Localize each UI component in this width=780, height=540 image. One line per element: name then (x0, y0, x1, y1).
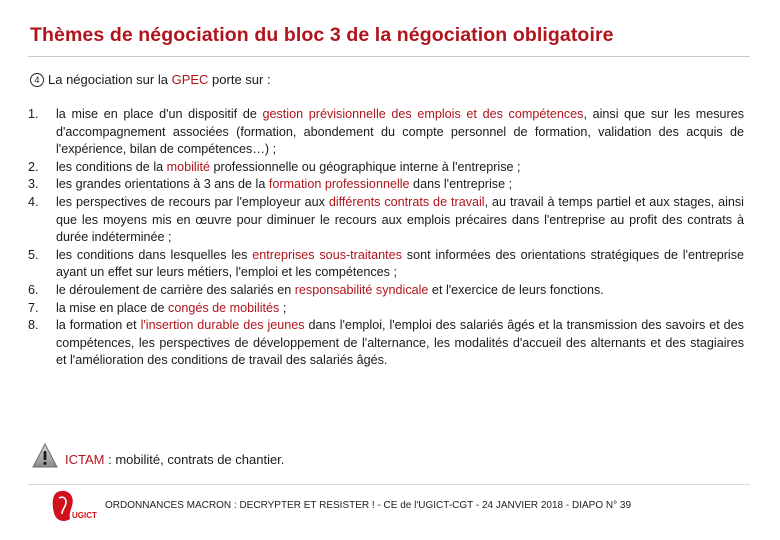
list-item (28, 300, 744, 318)
cgt-ugict-logo-icon (50, 489, 100, 527)
item-text (56, 282, 744, 300)
title-divider (28, 56, 750, 57)
item-number: 1. (28, 107, 39, 121)
item-after: dans l'entreprise ; (409, 177, 513, 192)
item-number: 2. (28, 159, 39, 174)
item-highlight: différents contrats de travail (328, 194, 485, 209)
item-highlight: congés de mobilités (168, 300, 280, 315)
item-before: les conditions dans lesquelles les (56, 247, 253, 262)
list-item (28, 176, 744, 194)
slide-title: Thèmes de négociation du bloc 3 de la négociation obligatoire (30, 24, 614, 46)
footer-text: ORDONNANCES MACRON : DECRYPTER ET RESISTER ! - CE de l'UGICT-CGT - 24 JANVIER 2018 - DIAPO N° 39 (105, 500, 632, 511)
intro-line (30, 72, 271, 87)
logo-text: UGICT (72, 511, 97, 520)
item-after: ; (279, 300, 287, 315)
item-number: 4. (28, 194, 39, 209)
item-highlight: l'insertion durable des jeunes (140, 318, 305, 333)
footer-divider (28, 484, 750, 485)
item-after: dans l'emploi, l'emploi des salariés âgés et la transmission des savoirs et des compétences, les perspectives de développement de l'alternance, les modalités d'accueil des alternants et des stagiaires et l'amélioration des conditions de travail des salariés âgés. (56, 318, 744, 368)
warning-triangle-icon (32, 443, 58, 468)
item-after: sont informées des orientations stratégiques de l'entreprise ayant un effet sur leurs métiers, l'emploi et les compétences ; (56, 247, 745, 280)
item-before: la mise en place d'un dispositif de (56, 107, 263, 121)
item-before: la mise en place de (56, 300, 169, 315)
item-after: , ainsi que sur les mesures d'accompagnement associées (formation, abondement du compte personnel de formation, validation des acquis de l'expérience, bilan de compétences…) ; (56, 107, 745, 157)
ictam-label: ICTAM (65, 452, 105, 467)
list-item (28, 282, 744, 300)
item-after: et l'exercice de leurs fonctions. (428, 282, 604, 297)
item-after: , au travail à temps partiel et aux stages, ainsi que les moyens mis en œuvre pour diminuer le recours aux emplois précaires dans l'entreprise au profit des contrats à durée indéterminée ; (56, 194, 744, 245)
circled-number-icon: 4 (30, 73, 44, 87)
item-before: les perspectives de recours par l'employeur aux (56, 194, 329, 209)
intro-highlight: GPEC (171, 72, 209, 87)
item-highlight: gestion prévisionnelle des emplois et des compétences (262, 107, 584, 121)
item-number: 6. (28, 282, 39, 297)
item-text (56, 106, 744, 159)
intro-after: porte sur : (208, 72, 271, 87)
item-number: 7. (28, 300, 39, 315)
ictam-note (65, 452, 284, 467)
list-item (28, 106, 744, 159)
themes-list (28, 106, 744, 370)
item-text (56, 247, 744, 282)
item-highlight: entreprises sous-traitantes (252, 247, 402, 262)
item-before: les conditions de la (56, 159, 167, 174)
item-number: 5. (28, 247, 39, 262)
item-number: 3. (28, 177, 39, 192)
item-after: professionnelle ou géographique interne à l'entreprise ; (210, 159, 521, 174)
list-item (28, 194, 744, 247)
list-item (28, 247, 744, 282)
item-text (56, 159, 744, 177)
item-highlight: formation professionnelle (268, 177, 410, 192)
item-text (56, 194, 744, 247)
item-highlight: responsabilité syndicale (294, 282, 429, 297)
item-before: la formation et (56, 318, 141, 333)
list-item (28, 317, 744, 370)
item-number: 8. (28, 318, 39, 333)
item-before: le déroulement de carrière des salariés en (56, 282, 295, 297)
item-text (56, 300, 744, 318)
intro-before: La négociation sur la (48, 72, 172, 87)
item-highlight: mobilité (166, 159, 211, 174)
list-item (28, 159, 744, 177)
item-text (56, 317, 744, 370)
ictam-text: : mobilité, contrats de chantier. (104, 452, 285, 467)
item-text (56, 176, 744, 194)
item-before: les grandes orientations à 3 ans de la (56, 177, 269, 192)
